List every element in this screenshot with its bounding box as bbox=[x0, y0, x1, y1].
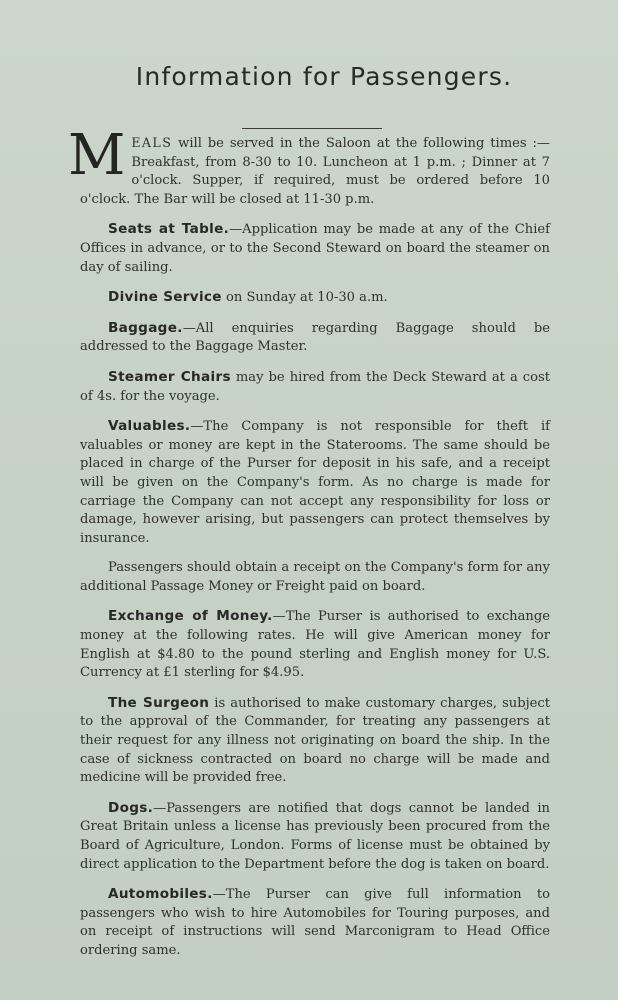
section-text: is authorised to make customary charges, subject to the approval of the Commander, for treating any passengers at their request for any illness not originating on board the ship. In the case of sickness contracted on board no charge will be made and medicine will be provided free. bbox=[80, 695, 551, 786]
title-divider bbox=[242, 128, 382, 129]
meals-paragraph bbox=[68, 123, 550, 209]
section-text: may be hired from the Deck Steward at a cost of 4s. for the voyage. bbox=[80, 369, 551, 404]
section-heading: The Surgeon bbox=[108, 694, 210, 711]
section-receipts bbox=[80, 559, 550, 596]
section-exchange bbox=[80, 607, 550, 682]
section-valuables bbox=[80, 417, 550, 548]
section-text: —Passengers are notified that dogs cannot be landed in Great Britain unless a license has previously been procured from the Board of Agriculture, London. Forms of license must be obtained by direct application to the Department before the dog is taken on board. bbox=[80, 800, 550, 872]
section-steamer-chairs bbox=[80, 368, 550, 406]
meals-lead: EALS bbox=[131, 135, 173, 150]
section-text: on Sunday at 10-30 a.m. bbox=[221, 290, 388, 306]
section-baggage bbox=[80, 319, 550, 357]
section-text: —The Purser is authorised to exchange money at the following rates. He will give American money for English at $4.80 to the pound sterling and English money for U.S. Currency at £1 sterling for $4.95. bbox=[80, 609, 550, 681]
section-text: —The Purser can give full information to passengers who wish to hire Automobiles for Touring purposes, and on receipt of instructions will send Marconigram to Head Office ordering same. bbox=[80, 887, 550, 958]
section-text: —The Company is not responsible for theft if valuables or money are kept in the Staterooms. The same should be placed in charge of the Purser for deposit in his safe, and a receipt will be given on the Company's form. As no charge is made for carriage the Company can not accept any responsibility for loss or damage, however arising, but passengers can protect themselves by insurance. bbox=[80, 419, 550, 546]
section-surgeon bbox=[80, 694, 550, 788]
page-title: Information for Passengers. bbox=[135, 62, 513, 91]
section-automobiles bbox=[80, 885, 550, 960]
notice-body bbox=[68, 123, 551, 972]
section-text: —All enquiries regarding Baggage should be addressed to the Baggage Master. bbox=[80, 320, 550, 355]
drop-cap: M bbox=[68, 123, 126, 188]
section-text: Passengers should obtain a receipt on the Company's form for any additional Passage Money or Freight paid on board. bbox=[80, 560, 550, 594]
section-text: —Application may be made at any of the Chief Offices in advance, or to the Second Steward on board the steamer on day of sailing. bbox=[80, 222, 550, 275]
section-heading: Valuables. bbox=[108, 418, 191, 435]
section-heading: Divine Service bbox=[108, 289, 222, 306]
section-heading: Exchange of Money. bbox=[108, 608, 273, 625]
section-heading: Automobiles. bbox=[108, 886, 213, 903]
section-seats bbox=[80, 220, 550, 277]
section-divine-service bbox=[80, 288, 550, 308]
section-heading: Seats at Table. bbox=[108, 221, 230, 238]
section-heading: Steamer Chairs bbox=[108, 368, 231, 385]
meals-text: will be served in the Saloon at the following times :— Breakfast, from 8-30 to 10. Luncheon at 1 p.m. ; Dinner at 7 o'clock. Supper, if required, must be ordered before 10 o'clock. The Bar will be closed at 11-30 p.m. bbox=[80, 136, 550, 207]
section-heading: Dogs. bbox=[108, 799, 154, 816]
section-dogs bbox=[80, 799, 550, 874]
section-heading: Baggage. bbox=[108, 319, 183, 336]
